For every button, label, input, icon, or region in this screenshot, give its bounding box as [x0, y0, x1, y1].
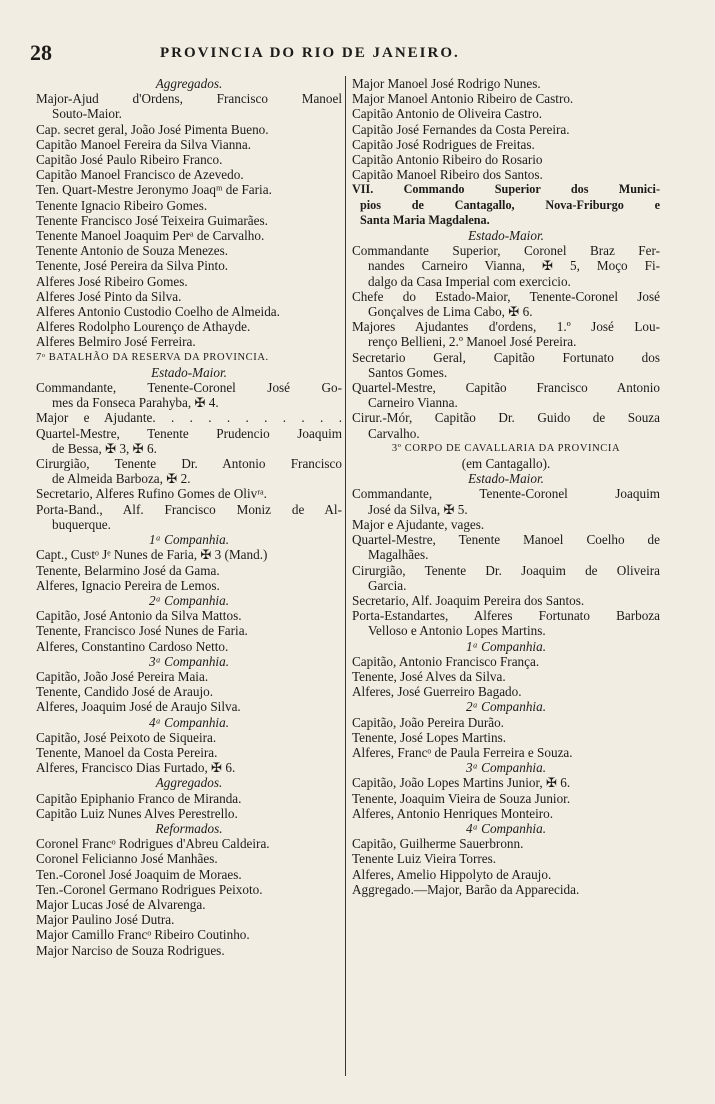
- text-line: Aggregado.—Major, Barão da Apparecida.: [352, 881, 580, 897]
- text-line: Alferes José Ribeiro Gomes.: [36, 273, 188, 289]
- section-heading: 7ᵒ BATALHÃO DA RESERVA DA PROVINCIA.: [36, 351, 269, 363]
- text-line: Capitão, Guilherme Sauerbronn.: [352, 836, 524, 852]
- text-line: Tenente, José Pereira da Silva Pinto.: [36, 258, 229, 274]
- text-line: José da Silva, ✠ 5.: [368, 501, 468, 517]
- text-line: Alferes Belmiro José Ferreira.: [36, 334, 196, 350]
- section-heading: Reformados.: [155, 820, 223, 836]
- text-line: Chefe do Estado-Maior, Tenente-Coronel José: [352, 288, 660, 304]
- section-heading: Estado-Maior.: [468, 228, 544, 244]
- text-line: Capitão, Antonio Francisco França.: [352, 653, 540, 669]
- text-line: Ten. Quart-Mestre Jeronymo Joaqᵐ de Faria.: [36, 182, 272, 198]
- text-line: Major Narciso de Souza Rodrigues.: [36, 942, 225, 958]
- text-line: Major e Ajudante, vages.: [352, 516, 485, 532]
- text-line: de Bessa, ✠ 3, ✠ 6.: [52, 440, 157, 456]
- text-line: Commandante, Tenente-Coronel José Go-: [36, 380, 342, 396]
- section-heading: Aggregados.: [155, 775, 223, 791]
- text-line: Alferes Antonio Custodio Coelho de Almeida.: [36, 304, 280, 320]
- section-heading: Aggregados.: [155, 76, 223, 91]
- text-line: Capitão, José Antonio da Silva Mattos.: [36, 608, 242, 624]
- text-line: Garcia.: [368, 577, 407, 593]
- text-line: Major Manoel Antonio Ribeiro de Castro.: [352, 91, 574, 107]
- text-line: Alferes Rodolpho Lourenço de Athayde.: [36, 319, 251, 335]
- text-line: Coronel Francᵒ Rodrigues d'Abreu Caldeira.: [36, 836, 270, 852]
- text-line: Magalhães.: [368, 547, 429, 563]
- text-line: Alferes, Joaquim José de Araujo Silva.: [36, 699, 241, 715]
- text-line: Capitão José Paulo Ribeiro Franco.: [36, 152, 223, 168]
- text-line: Capitão Manoel Ribeiro dos Santos.: [352, 167, 543, 183]
- text-line: Major Manoel José Rodrigo Nunes.: [352, 76, 541, 91]
- text-line: Alferes, Francᵒ de Paula Ferreira e Souza.: [352, 744, 573, 760]
- text-line: Gonçalves de Lima Cabo, ✠ 6.: [368, 304, 533, 320]
- text-line: Tenente, Joaquim Vieira de Souza Junior.: [352, 790, 571, 806]
- text-line: Capitão, João José Pereira Maia.: [36, 668, 209, 684]
- text-line: Carvalho.: [368, 425, 420, 441]
- text-line: Capitão, João Pereira Durão.: [352, 714, 504, 730]
- text-line: Capitão José Fernandes da Costa Pereira.: [352, 121, 570, 137]
- section-heading: pios de Cantagallo, Nova-Friburgo e: [360, 197, 660, 212]
- text-line: Major Lucas José de Alvarenga.: [36, 896, 206, 912]
- text-line: Cirurgião, Tenente Dr. Joaquim de Oliveira: [352, 562, 660, 578]
- text-line: Capitão, João Lopes Martins Junior, ✠ 6.: [352, 775, 571, 791]
- text-line: Quartel-Mestre, Tenente Manoel Coelho de: [352, 532, 660, 548]
- section-heading: 1ᵃ Companhia.: [149, 532, 229, 548]
- section-heading: 4ᵃ Companhia.: [149, 714, 229, 730]
- text-line: Carneiro Vianna.: [368, 395, 458, 411]
- section-heading: Estado-Maior.: [468, 471, 544, 487]
- text-line: de Almeida Barboza, ✠ 2.: [52, 471, 191, 487]
- text-line: Cirurgião, Tenente Dr. Antonio Francisco: [36, 456, 342, 472]
- text-line: Porta-Estandartes, Alferes Fortunato Barboza: [352, 608, 660, 624]
- section-heading: Estado-Maior.: [151, 364, 227, 380]
- text-line: Major e Ajudante. . . . . . . . . . .: [36, 410, 342, 426]
- text-line: Tenente Antonio de Souza Menezes.: [36, 243, 229, 259]
- text-line: Tenente Ignacio Ribeiro Gomes.: [36, 197, 208, 213]
- text-line: Alferes, Constantino Cardoso Netto.: [36, 638, 229, 654]
- text-line: Cap. secret geral, João José Pimenta Bueno.: [36, 121, 269, 137]
- text-line: Majores Ajudantes d'ordens, 1.º José Lou-: [352, 319, 660, 335]
- left-column: [36, 76, 342, 958]
- text-line: Secretario, Alferes Rufino Gomes de Olivʳᵃ.: [36, 486, 267, 502]
- text-line: Tenente Luiz Vieira Torres.: [352, 851, 497, 867]
- section-heading: 2ᵃ Companhia.: [149, 592, 229, 608]
- text-line: Quartel-Mestre, Capitão Francisco Antonio: [352, 380, 660, 396]
- text-line: Commandante, Tenente-Coronel Joaquim: [352, 486, 660, 502]
- text-line: Tenente Manoel Joaquim Perᵃ de Carvalho.: [36, 228, 265, 244]
- text-line: Porta-Band., Alf. Francisco Moniz de Al-: [36, 501, 342, 517]
- section-heading: 4ᵃ Companhia.: [466, 820, 546, 836]
- text-line: Capitão Antonio de Oliveira Castro.: [352, 106, 543, 122]
- text-line: Ten.-Coronel José Joaquim de Moraes.: [36, 866, 242, 882]
- text-line: dalgo da Casa Imperial com exercicio.: [368, 273, 571, 289]
- text-line: buquerque.: [52, 516, 111, 532]
- right-column: [352, 76, 660, 897]
- text-line: Velloso e Antonio Lopes Martins.: [368, 623, 546, 639]
- page-number: 28: [30, 40, 52, 65]
- text-line: Tenente, Candido José de Araujo.: [36, 684, 214, 700]
- page-header: [30, 40, 680, 70]
- text-line: Tenente Francisco José Teixeira Guimarães.: [36, 212, 268, 228]
- section-heading: 1ᵃ Companhia.: [466, 638, 546, 654]
- text-line: mes da Fonseca Parahyba, ✠ 4.: [52, 395, 219, 411]
- text-line: Secretario Geral, Capitão Fortunato dos: [352, 349, 660, 365]
- text-line: Tenente, Francisco José Nunes de Faria.: [36, 623, 248, 639]
- text-line: Capt., Custᵒ Jᵉ Nunes de Faria, ✠ 3 (Mand.): [36, 547, 268, 563]
- column-divider: [345, 76, 346, 1076]
- text-line: Tenente, José Alves da Silva.: [352, 668, 506, 684]
- text-line: Tenente, Manoel da Costa Pereira.: [36, 744, 218, 760]
- text-line: Quartel-Mestre, Tenente Prudencio Joaquim: [36, 425, 342, 441]
- text-line: nandes Carneiro Vianna, ✠ 5, Moço Fi-: [368, 258, 660, 274]
- text-line: Capitão Epiphanio Franco de Miranda.: [36, 790, 242, 806]
- section-heading: 3ᵃ Companhia.: [149, 653, 229, 669]
- text-line: Alferes, Antonio Henriques Monteiro.: [352, 805, 554, 821]
- text-line: Tenente, José Lopes Martins.: [352, 729, 506, 745]
- text-line: Capitão José Rodrigues de Freitas.: [352, 136, 535, 152]
- text-line: Major Camillo Francᵒ Ribeiro Coutinho.: [36, 927, 250, 943]
- text-line: Capitão Manoel Fereira da Silva Vianna.: [36, 136, 252, 152]
- text-line: Tenente, Belarmino José da Gama.: [36, 562, 220, 578]
- text-line: Santos Gomes.: [368, 364, 448, 380]
- text-line: Capitão Antonio Ribeiro do Rosario: [352, 152, 543, 168]
- text-line: Cirur.-Mór, Capitão Dr. Guido de Souza: [352, 410, 660, 426]
- text-line: Coronel Felicianno José Manhães.: [36, 851, 218, 867]
- text-line: (em Cantagallo).: [461, 456, 551, 472]
- section-heading: VII. Commando Superior dos Munici-: [352, 182, 660, 197]
- text-line: Capitão Manoel Francisco de Azevedo.: [36, 167, 244, 183]
- text-line: Souto-Maior.: [52, 106, 122, 122]
- text-line: Alferes, Ignacio Pereira de Lemos.: [36, 577, 220, 593]
- text-line: Alferes, José Guerreiro Bagado.: [352, 684, 522, 700]
- running-title: PROVINCIA DO RIO DE JANEIRO.: [160, 45, 460, 61]
- text-line: renço Bellieni, 2.º Manoel José Pereira.: [368, 334, 577, 350]
- text-line: Ten.-Coronel Germano Rodrigues Peixoto.: [36, 881, 263, 897]
- text-line: Alferes, Francisco Dias Furtado, ✠ 6.: [36, 760, 236, 776]
- text-line: Capitão, José Peixoto de Siqueira.: [36, 729, 217, 745]
- text-line: Capitão Luiz Nunes Alves Perestrello.: [36, 805, 238, 821]
- text-line: Major-Ajud d'Ordens, Francisco Manoel: [36, 91, 342, 107]
- text-line: Commandante Superior, Coronel Braz Fer-: [352, 243, 660, 259]
- section-heading: 3ᵃ Companhia.: [466, 760, 546, 776]
- text-line: Secretario, Alf. Joaquim Pereira dos Santos.: [352, 592, 585, 608]
- text-line: Alferes José Pinto da Silva.: [36, 288, 182, 304]
- section-heading: Santa Maria Magdalena.: [360, 212, 490, 227]
- section-heading: 2ᵃ Companhia.: [466, 699, 546, 715]
- section-heading: 3º CORPO DE CAVALLARIA DA PROVINCIA: [391, 442, 621, 454]
- text-line: Alferes, Amelio Hippolyto de Araujo.: [352, 866, 552, 882]
- text-line: Major Paulino José Dutra.: [36, 912, 175, 928]
